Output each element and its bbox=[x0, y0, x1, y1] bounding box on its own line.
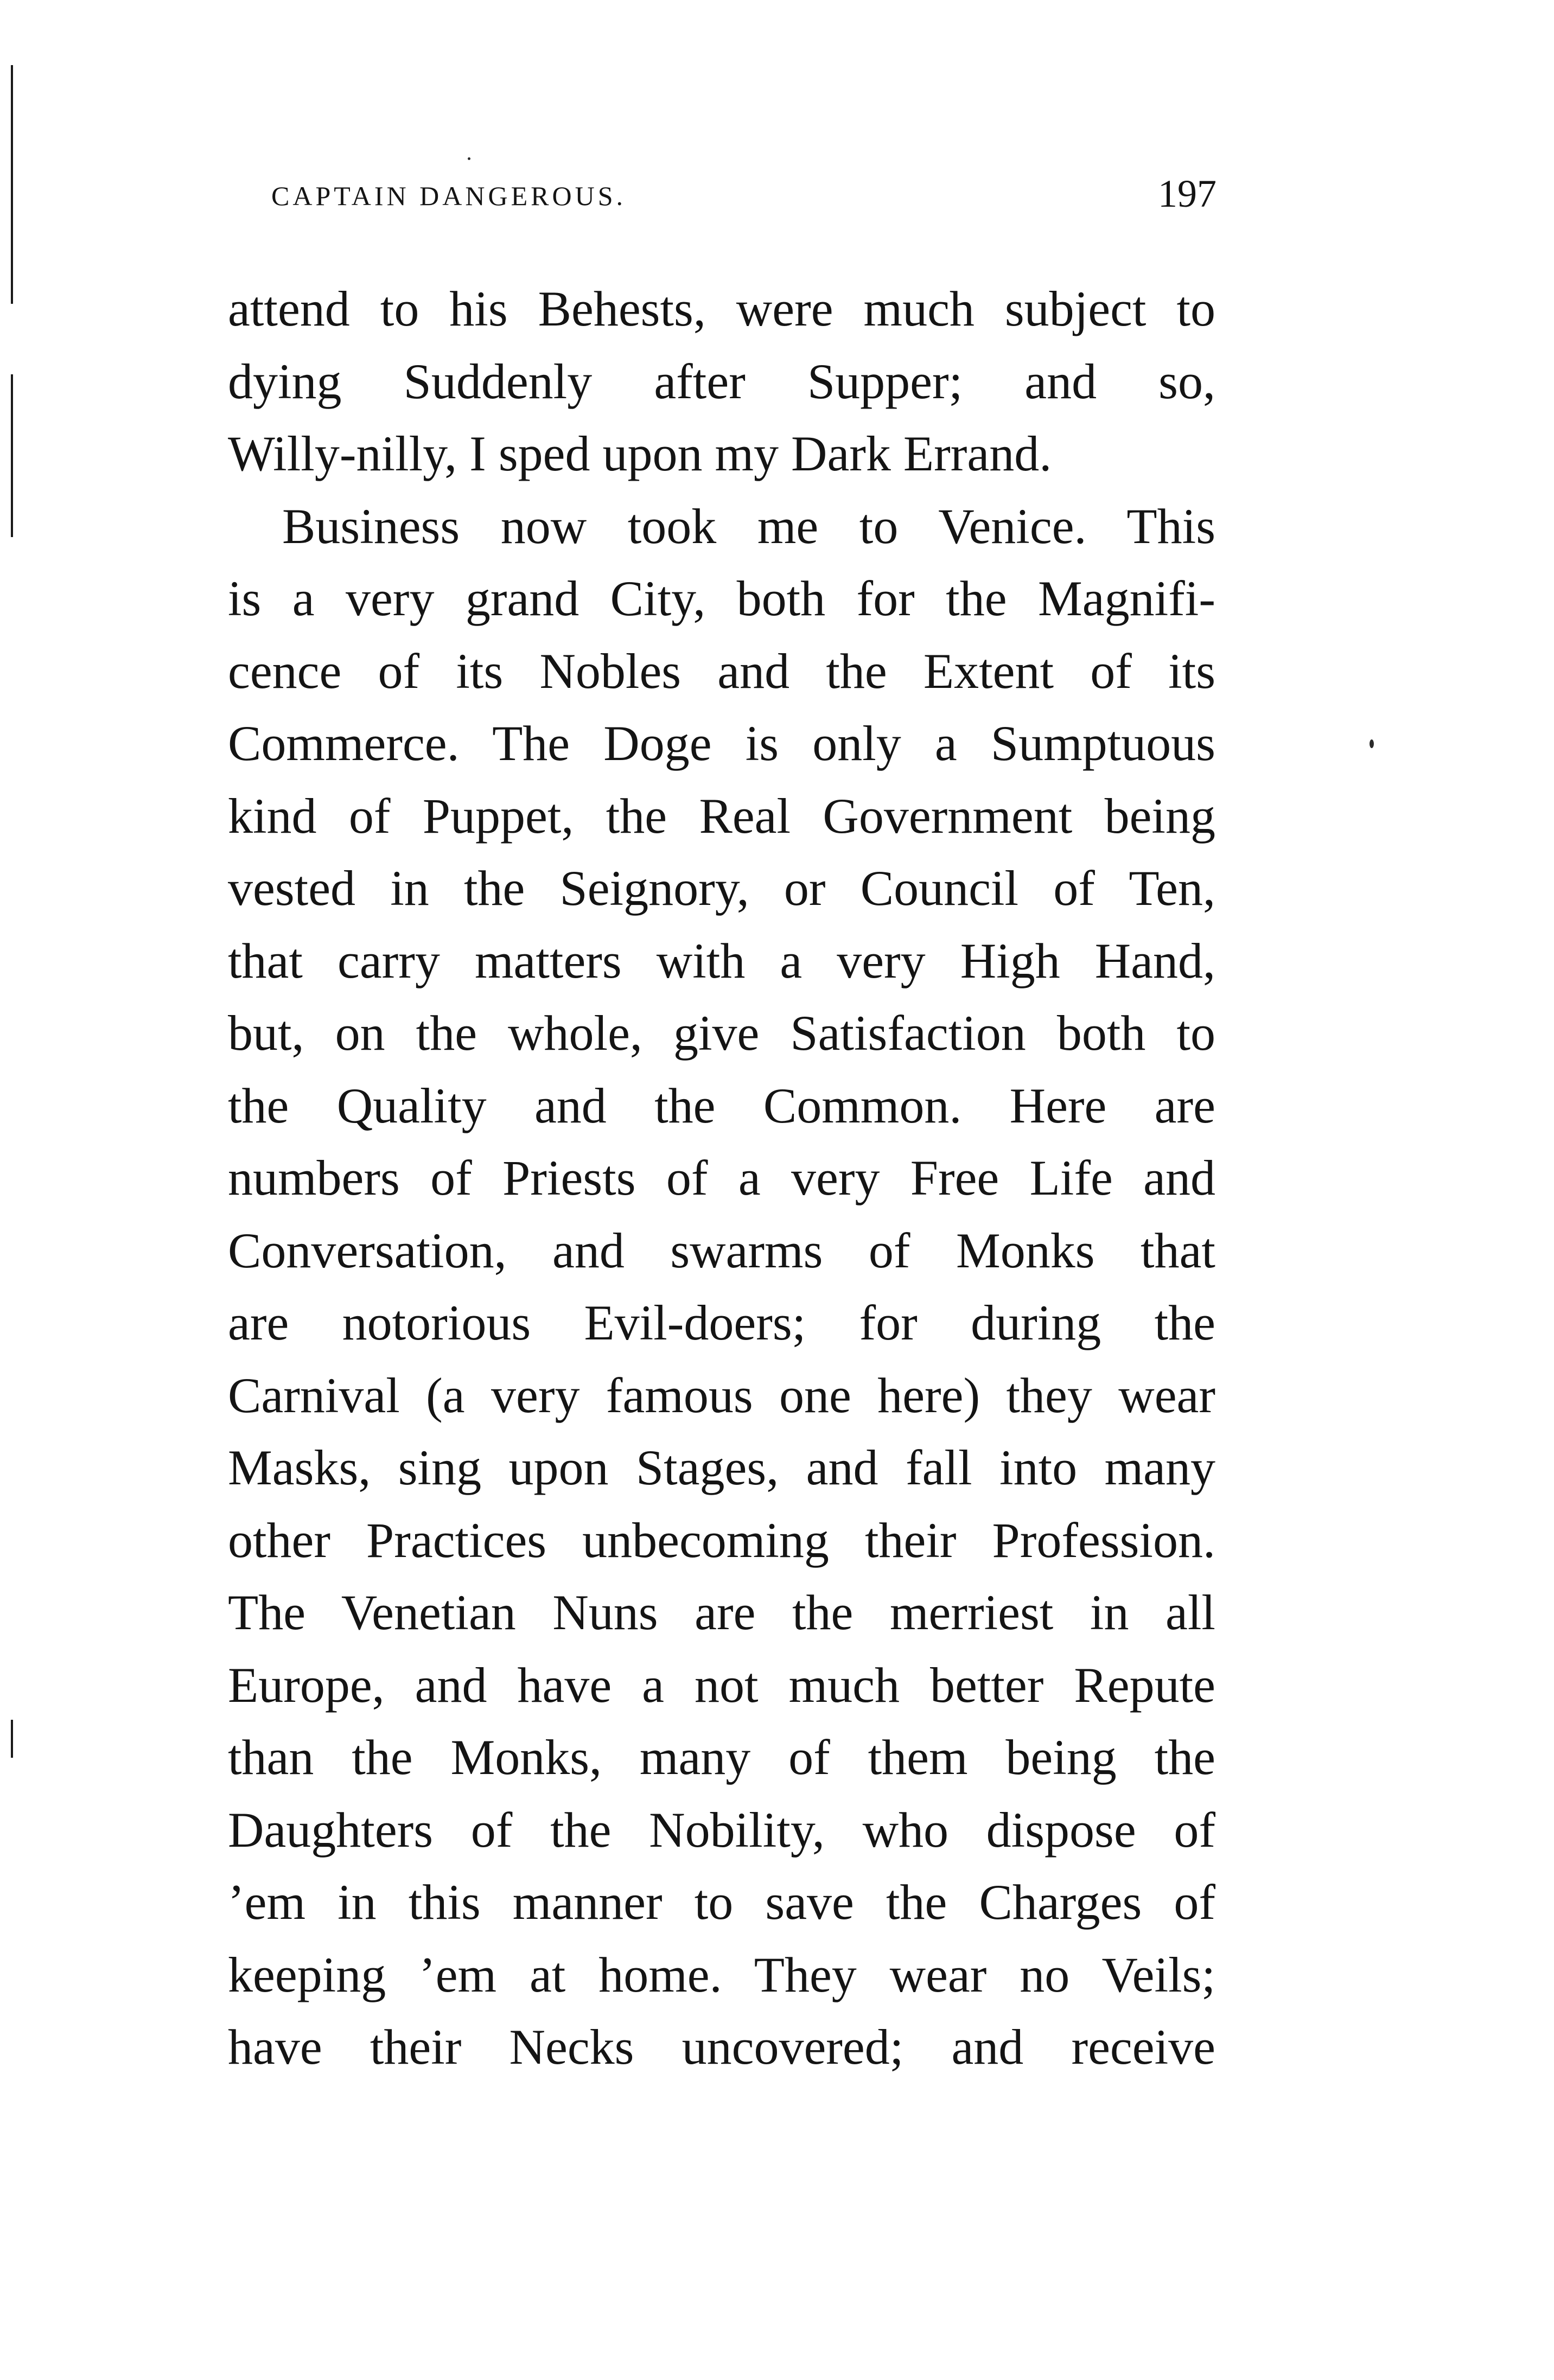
text-line: Willy-nilly, I sped upon my Dark Errand. bbox=[228, 426, 1052, 481]
text-line: Europe, and have a not much better Repute bbox=[228, 1657, 1215, 1713]
text-line: Commerce. The Doge is only a Sumptuous bbox=[228, 716, 1215, 771]
text-line: Business now took me to Venice. This bbox=[282, 498, 1215, 554]
text-line: Daughters of the Nobility, who dispose of bbox=[228, 1802, 1215, 1858]
text-line: Masks, sing upon Stages, and fall into many bbox=[228, 1440, 1215, 1495]
page-number: 197 bbox=[1158, 172, 1217, 215]
text-line: The Venetian Nuns are the merriest in all bbox=[228, 1585, 1215, 1640]
text-line: kind of Puppet, the Real Government being bbox=[228, 788, 1215, 844]
text-line: ’em in this manner to save the Charges of bbox=[228, 1874, 1215, 1930]
text-line: the Quality and the Common. Here are bbox=[228, 1077, 1215, 1133]
text-line: vested in the Seignory, or Council of Ten, bbox=[228, 860, 1215, 916]
scan-edge-mark bbox=[11, 65, 13, 304]
text-line: are notorious Evil-doers; for during the bbox=[228, 1295, 1215, 1350]
text-line: Conversation, and swarms of Monks that bbox=[228, 1222, 1215, 1278]
text-line: have their Necks uncovered; and receive bbox=[228, 2019, 1215, 2075]
text-line: but, on the whole, give Satisfaction both to bbox=[228, 1005, 1215, 1061]
text-line: than the Monks, many of them being the bbox=[228, 1730, 1215, 1785]
text-line: keeping ’em at home. They wear no Veils; bbox=[228, 1947, 1215, 2002]
scan-edge-mark bbox=[11, 374, 13, 537]
text-line: that carry matters with a very High Hand, bbox=[228, 933, 1215, 988]
text-line: dying Suddenly after Supper; and so, bbox=[228, 353, 1215, 409]
text-line: is a very grand City, both for the Magnifi- bbox=[228, 571, 1215, 626]
ink-speck bbox=[1370, 739, 1374, 748]
text-line: cence of its Nobles and the Extent of its bbox=[228, 643, 1215, 699]
ink-speck bbox=[468, 157, 470, 160]
text-line: other Practices unbecoming their Profession. bbox=[228, 1512, 1215, 1568]
body-text bbox=[228, 273, 1215, 2084]
text-line: numbers of Priests of a very Free Life and bbox=[228, 1150, 1215, 1205]
text-line: attend to his Behests, were much subject to bbox=[228, 281, 1215, 336]
running-title: CAPTAIN DANGEROUS. bbox=[271, 181, 627, 211]
text-line: Carnival (a very famous one here) they wear bbox=[228, 1367, 1215, 1423]
scan-edge-mark bbox=[11, 1720, 13, 1758]
